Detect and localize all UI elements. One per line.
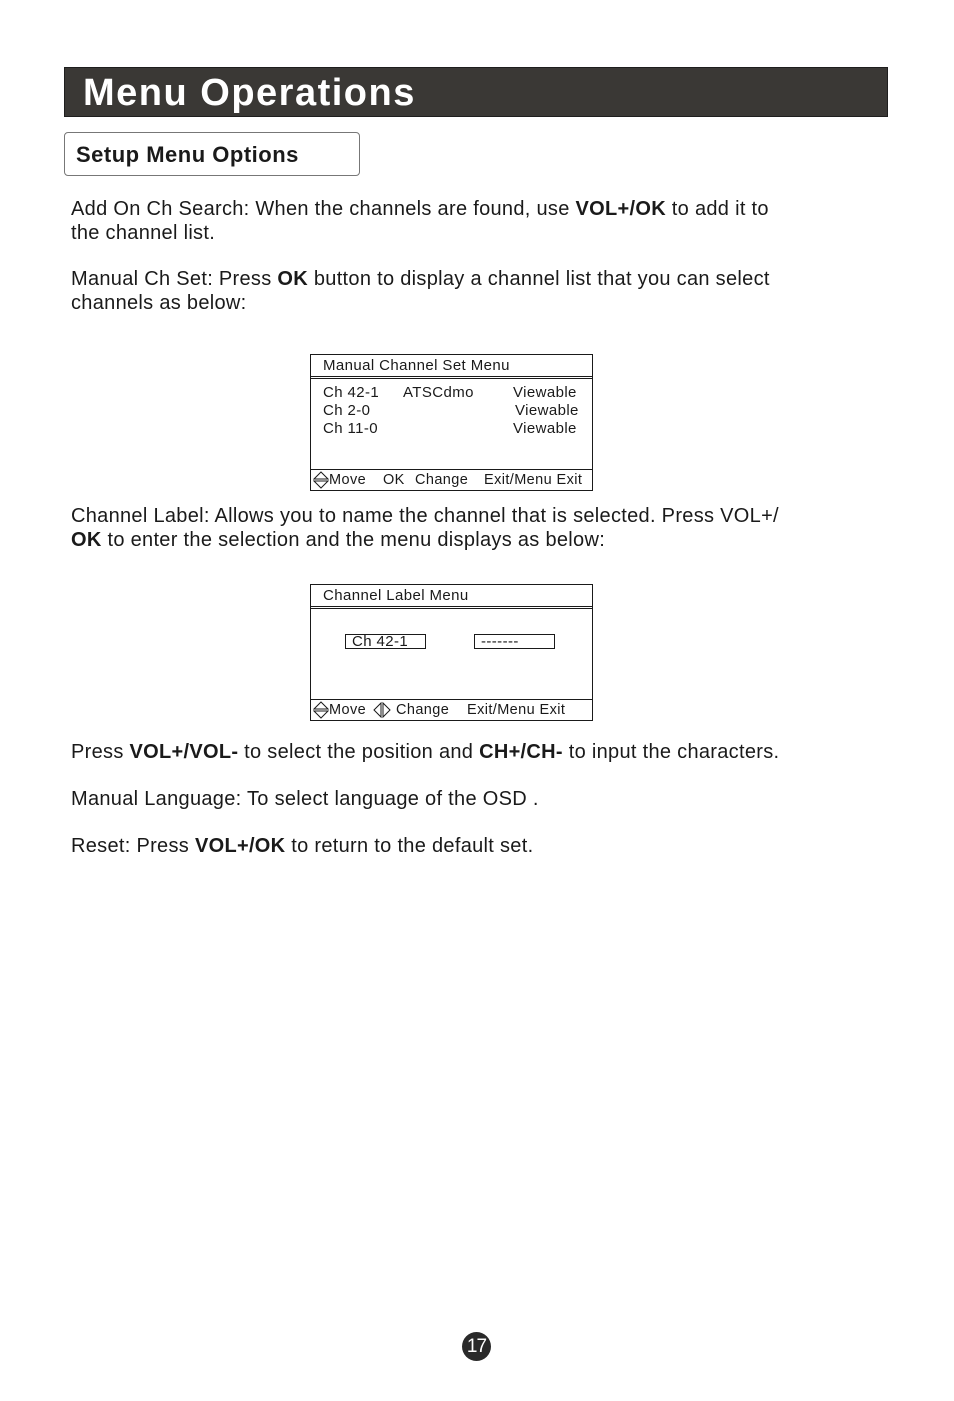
footer-move: Move — [329, 472, 367, 488]
up-down-arrow-icon — [313, 471, 329, 489]
section-title: Setup Menu Options — [76, 142, 299, 167]
section-box — [64, 132, 360, 176]
osd-title: Manual Channel Set Menu — [311, 355, 592, 377]
page-number: 17 — [462, 1332, 491, 1361]
channel-row-2-status: Viewable — [515, 402, 579, 419]
manual-ch-set-text: Manual Ch Set: Press OK button to display a channel list that you can select channels as below: — [71, 268, 770, 314]
manual-channel-set-menu — [310, 354, 593, 491]
footer-ok: OK — [383, 472, 405, 488]
channel-field[interactable]: Ch 42-1 — [345, 634, 426, 649]
channel-label-text: Channel Label: Allows you to name the channel that is selected. Press VOL+/ OK to enter the selection and the menu displays as below: — [71, 505, 779, 551]
left-right-arrow-icon — [373, 701, 391, 719]
up-down-arrow-icon — [313, 701, 329, 719]
channel-row-3-status: Viewable — [513, 420, 577, 437]
page-title: Menu Operations — [83, 72, 416, 114]
osd-footer — [311, 699, 592, 720]
channel-row-2-channel: Ch 2-0 — [323, 402, 371, 419]
footer-change: Change — [396, 702, 450, 718]
osd-footer — [311, 469, 592, 490]
footer-change: Change — [415, 472, 469, 488]
reset-text: Reset: Press VOL+/OK to return to the default set. — [71, 835, 534, 857]
label-field[interactable]: ------- — [474, 634, 555, 649]
add-on-ch-search-text: Add On Ch Search: When the channels are found, use VOL+/OK to add it to the channel list. — [71, 198, 769, 244]
press-vol-text: Press VOL+/VOL- to select the position and CH+/CH- to input the characters. — [71, 741, 780, 763]
channel-row-1-name: ATSCdmo — [403, 384, 474, 401]
osd-title: Channel Label Menu — [311, 585, 592, 607]
footer-exit: Exit/Menu Exit — [467, 702, 566, 718]
channel-row-1-status: Viewable — [513, 384, 577, 401]
channel-label-menu — [310, 584, 593, 721]
manual-language-text: Manual Language: To select language of the OSD . — [71, 788, 539, 810]
footer-move: Move — [329, 702, 367, 718]
footer-exit: Exit/Menu Exit — [484, 472, 583, 488]
channel-row-1-channel: Ch 42-1 — [323, 384, 380, 401]
header-bar — [64, 67, 888, 117]
channel-row-3-channel: Ch 11-0 — [323, 420, 379, 437]
